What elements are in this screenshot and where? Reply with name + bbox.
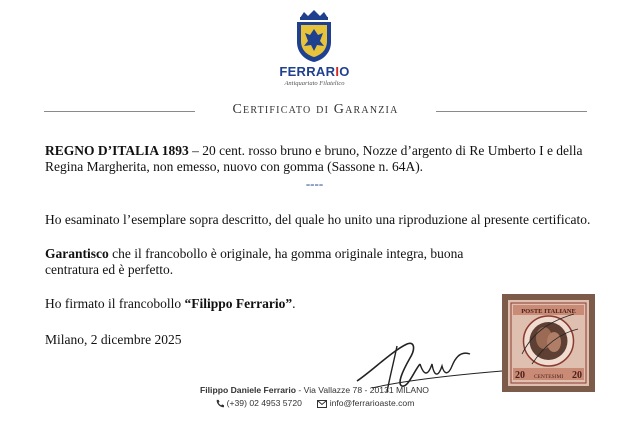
separator: ---- [305,176,324,191]
signature-statement-end: . [292,296,296,311]
stamp-top-text: POSTE ITALIANE [521,308,576,315]
certificate-title [195,102,436,118]
crest-logo [291,8,337,64]
place-date: Milano, 2 dicembre 2025 [45,332,182,347]
stamp-bottom-text: CENTESIMI [533,374,564,380]
signature-statement-text: Ho firmato il francobollo [45,296,185,311]
phone-icon [215,399,224,408]
brand-logo [270,64,359,79]
stamp-image [502,294,595,392]
footer-name: Filippo Daniele Ferrario [200,385,297,395]
examination-paragraph: Ho esaminato l’esemplare sopra descritto, del quale ho unito una riproduzione al presente certificato. [45,212,591,227]
stamp-value-right: 20 [572,370,582,381]
description-lead: REGNO D’ITALIA 1893 [45,143,189,158]
footer-email[interactable]: info@ferrarioaste.com [329,398,415,408]
guarantee-paragraph [45,246,490,278]
brand-name-part2: O [339,64,350,79]
title-rule-left [44,111,195,112]
footer-address [0,385,629,395]
brand-name-accent: I [335,64,340,79]
brand-name-part1: FERRAR [279,64,336,79]
title-rule-right [436,111,587,112]
description-paragraph [45,143,595,175]
footer-contacts [0,398,629,408]
certificate-title-text: Certificato di Garanzia [232,102,399,117]
description-text: – 20 cent. rosso bruno e bruno, Nozze d’argento di Re Umberto I e della Regina Margherita, non emesso, nuovo con gomma (Sassone n. 64A). [45,143,583,174]
stamp-value-left: 20 [515,370,525,381]
guarantee-text: che il francobollo è originale, ha gomma originale integra, buona centratura ed è perfetto. [45,246,464,277]
footer-address-text: - Via Vallazze 78 - 20131 MILANO [296,385,429,395]
signature-name: “Filippo Ferrario” [184,296,293,311]
email-icon [317,400,327,408]
footer-phone: (+39) 02 4953 5720 [226,398,302,408]
brand-tagline: Antiquariato Filatelico [284,80,345,87]
guarantee-lead: Garantisco [45,246,109,261]
